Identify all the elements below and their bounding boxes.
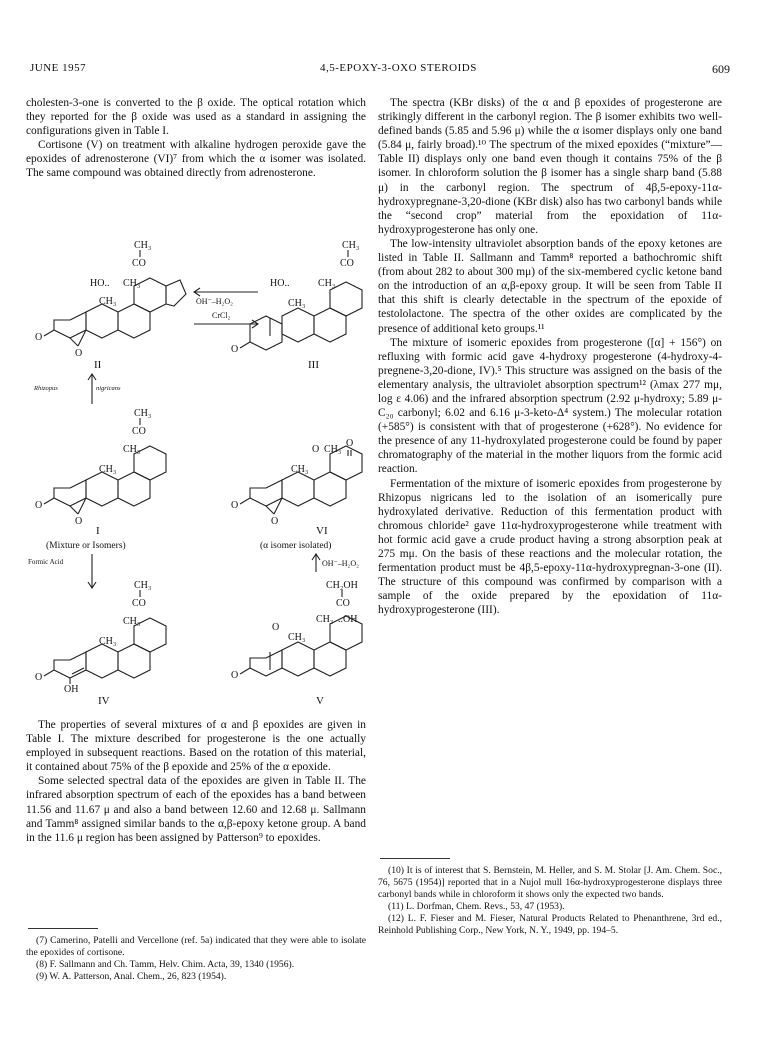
ch3-label: CH₃ [342, 240, 360, 251]
ch3-label: CH₃ [318, 278, 336, 289]
footnote: (12) L. F. Fieser and M. Fieser, Natural Products Related to Phenanthrene, 3rd ed., Reinhold Publishing Corp., New York, N. Y., 1949, pp. 194–5. [378, 913, 722, 936]
footnote: (9) W. A. Patterson, Anal. Chem., 26, 823 (1954). [36, 971, 227, 982]
footnote-rule [380, 858, 450, 859]
ch3-label: CH₃ [324, 444, 342, 455]
co-label: CO [132, 598, 146, 609]
oxygen-label: O [312, 444, 320, 455]
co-label: CO [132, 258, 146, 269]
page-number: 609 [712, 62, 730, 76]
footnote-rule [28, 928, 98, 929]
compound-number: V [316, 695, 324, 706]
epoxidation-arrow [312, 554, 359, 572]
left-column-bottom-text [26, 718, 366, 845]
paragraph: Some selected spectral data of the epoxides are given in Table II. The infrared absorption spectrum of each of the epoxides has a band between 11.56 and 11.67 μ and also a band between 12.60 and 12.68 μ. Sallmann and Tamm⁸ assigned similar bands to the α,β-epoxy ketone group. A band in the 11.6 μ region has been assigned by Patterson⁹ to epoxides. [26, 775, 366, 844]
footnotes-right [378, 865, 722, 937]
co-label: CO [132, 426, 146, 437]
reaction-scheme [26, 236, 371, 706]
formic-acid-arrow [28, 554, 96, 588]
co-label: CO [336, 598, 350, 609]
oxygen-label: O [35, 332, 43, 343]
reagent-label: Formic Acid [28, 558, 64, 566]
compound-vi [231, 438, 362, 551]
co-label: CO [340, 258, 354, 269]
compound-ii [35, 240, 186, 371]
compound-iv [35, 580, 166, 706]
ch3-label: CH₃ [99, 296, 117, 307]
ch3-label: CH₃ [134, 408, 152, 419]
ch3-label: CH₃ [291, 464, 309, 475]
ch3-label: CH₃ [134, 580, 152, 591]
ch3-label: CH₃ [123, 616, 141, 627]
reagent-label: CrCl₂ [212, 311, 231, 320]
footnotes-left [26, 935, 366, 983]
footnote: (11) L. Dorfman, Chem. Revs., 53, 47 (1953). [388, 901, 565, 912]
oxygen-label: O [35, 672, 43, 683]
ch3-label: CH₃ [123, 444, 141, 455]
ch3-label: CH₃ [288, 632, 306, 643]
paragraph: The properties of several mixtures of α and β epoxides are given in Table I. The mixture described for progesterone is the one actually employed in subsequent reactions. Based on the rotation of this material, it contained about 75% of the β epoxide and 25% of the α epoxide. [26, 719, 366, 774]
ch2oh-label: CH₂OH [326, 580, 358, 591]
hydroxyl-label: OH [64, 684, 79, 695]
oxygen-label: O [271, 516, 279, 527]
oxygen-label: O [272, 622, 280, 633]
right-column-text [378, 96, 722, 617]
ho-label: HO.. [270, 278, 290, 289]
compound-caption: (Mixture or Isomers) [46, 541, 126, 551]
compound-v [231, 580, 362, 706]
ch3-label: CH₃ [134, 240, 152, 251]
oxygen-label: O [35, 500, 43, 511]
compound-number: VI [316, 525, 328, 537]
ch3-label: CH₃ [123, 278, 141, 289]
left-column-top-text [26, 96, 366, 181]
paragraph: Cortisone (V) on treatment with alkaline hydrogen peroxide gave the epoxides of adrenosterone (VI)⁷ from which the α isomer was isolated. The same compound was obtained directly from adrenosterone. [26, 139, 366, 180]
ch3-label: CH₃ [288, 298, 306, 309]
fermentation-arrow [33, 374, 121, 404]
compound-number: III [308, 359, 319, 371]
compound-number: I [96, 525, 100, 537]
oxygen-label: O [75, 516, 83, 527]
paragraph: The mixture of isomeric epoxides from progesterone ([α] + 156°) on refluxing with formic acid gave 4-hydroxy progesterone (4-hydroxy-4-pregnene-3,20-dione, IV).⁵ This structure was assigned on the basis of the elementary analysis, the ultraviolet absorption spectrum¹² (λmax 277 mμ, log ε 4.06) and the infrared absorption spectrum (2.92 μ-hydroxy; 5.89 μ-C₂₀ carbonyl; 6.02 and 6.16 μ-3-keto-Δ⁴ system.) The molecular rotation (+585°) is consistent with that of progesterone (+628°). No evidence for the presence of any 11-hydroxylated progesterone could be found by paper chromatography of the material in the mother liquors from the formic acid reaction. [378, 336, 722, 476]
paragraph: cholesten-3-one is converted to the β oxide. The optical rotation which they reported for the β oxide was used as a standard in assigning the configurations given in Table I. [26, 97, 366, 138]
footnote: (8) F. Sallmann and Ch. Tamm, Helv. Chim. Acta, 39, 1340 (1956). [36, 959, 295, 970]
paragraph: Fermentation of the mixture of isomeric epoxides from progesterone by Rhizopus nigricans led to the isolation of an isomerically pure hydroxylated derivative. Reduction of this fermentation product with chromous chloride² gave 11α-hydroxyprogesterone while treatment with hot formic acid gave a crude product having a strong absorption peak at 275 mμ. On the basis of these reactions and the molecular rotation, the fermentation product must be 4β,5-epoxy-11α-hydroxypregnan-3-one (II). The structure of this compound was confirmed by comparison with a sample of the oxide prepared by the epoxidation of 11α-hydroxyprogesterone (III). [378, 477, 722, 617]
reagent-label: OH⁻–H₂O₂ [196, 297, 233, 306]
oxygen-label: O [231, 344, 239, 355]
paragraph: The spectra (KBr disks) of the α and β epoxides of progesterone are strikingly different in the carbonyl region. The β isomer exhibits two well-defined bands (5.85 and 5.96 μ) while the α isomer displays only one band (5.84 μ, fairly broad).¹⁰ The spectrum of the mixed epoxides (“mixture”—Table II) displays only one band even though it contains 75% of the β isomer. In chloroform solution the β isomer has a single sharp band (5.88 μ) in the carbonyl region. The spectrum of 4β,5-epoxy-11α-hydroxypregnane-3,20-dione (KBr disk) also has two carbonyl bands while the “second crop” material from the epoxidation of 11α-hydroxyprogesterone has only one. [378, 97, 722, 236]
compound-number: II [94, 359, 102, 371]
footnote: (10) It is of interest that S. Bernstein, M. Heller, and S. M. Stolar [J. Am. Chem. Soc., 76, 5675 (1954)] reported that in a Nujol mull 16α-hydroxyprogesterone displays three carbonyl bands while in chloroform it shows only the expected two bands. [378, 865, 722, 900]
organism-label: Rhizopus [34, 385, 58, 392]
compound-iii [231, 240, 362, 371]
oxygen-label: O [231, 500, 239, 511]
ch3-label: CH₃ [99, 464, 117, 475]
oxygen-label: O [231, 670, 239, 681]
reagent-label: OH⁻–H₂O₂ [322, 559, 359, 568]
ch3-label: CH₃ [99, 636, 117, 647]
organism-label: nigricans [96, 385, 121, 392]
compound-caption: (α isomer isolated) [260, 541, 332, 551]
header-date: JUNE 1957 [30, 62, 87, 74]
paragraph: The low-intensity ultraviolet absorption bands of the epoxy ketones are listed in Table II. Sallmann and Tamm⁸ reported a bathochromic shift (from about 282 to about 300 mμ) of the six-membered cyclic ketone band on the introduction of an α,β-epoxy group. It will be seen from Table II that this shift is clearly detectable in the spectrum of the epoxide of testololactone. The spectra of the other oxides are complicated by the presence of additional keto groups.¹¹ [378, 237, 722, 335]
running-header [30, 62, 730, 78]
compound-number: IV [98, 695, 110, 706]
ch3-label: CH₃ [316, 614, 334, 625]
oxygen-label: O [75, 348, 83, 359]
ho-label: HO.. [90, 278, 110, 289]
compound-i [35, 408, 166, 551]
hydroxyl-label: ..OH [338, 614, 358, 625]
header-title: 4,5-EPOXY-3-OXO STEROIDS [320, 62, 477, 74]
oxygen-label: O [346, 438, 354, 449]
footnote: (7) Camerino, Patelli and Vercellone (ref. 5a) indicated that they were able to isolate the epoxides of cortisone. [26, 935, 366, 958]
reaction-arrows [194, 288, 258, 328]
